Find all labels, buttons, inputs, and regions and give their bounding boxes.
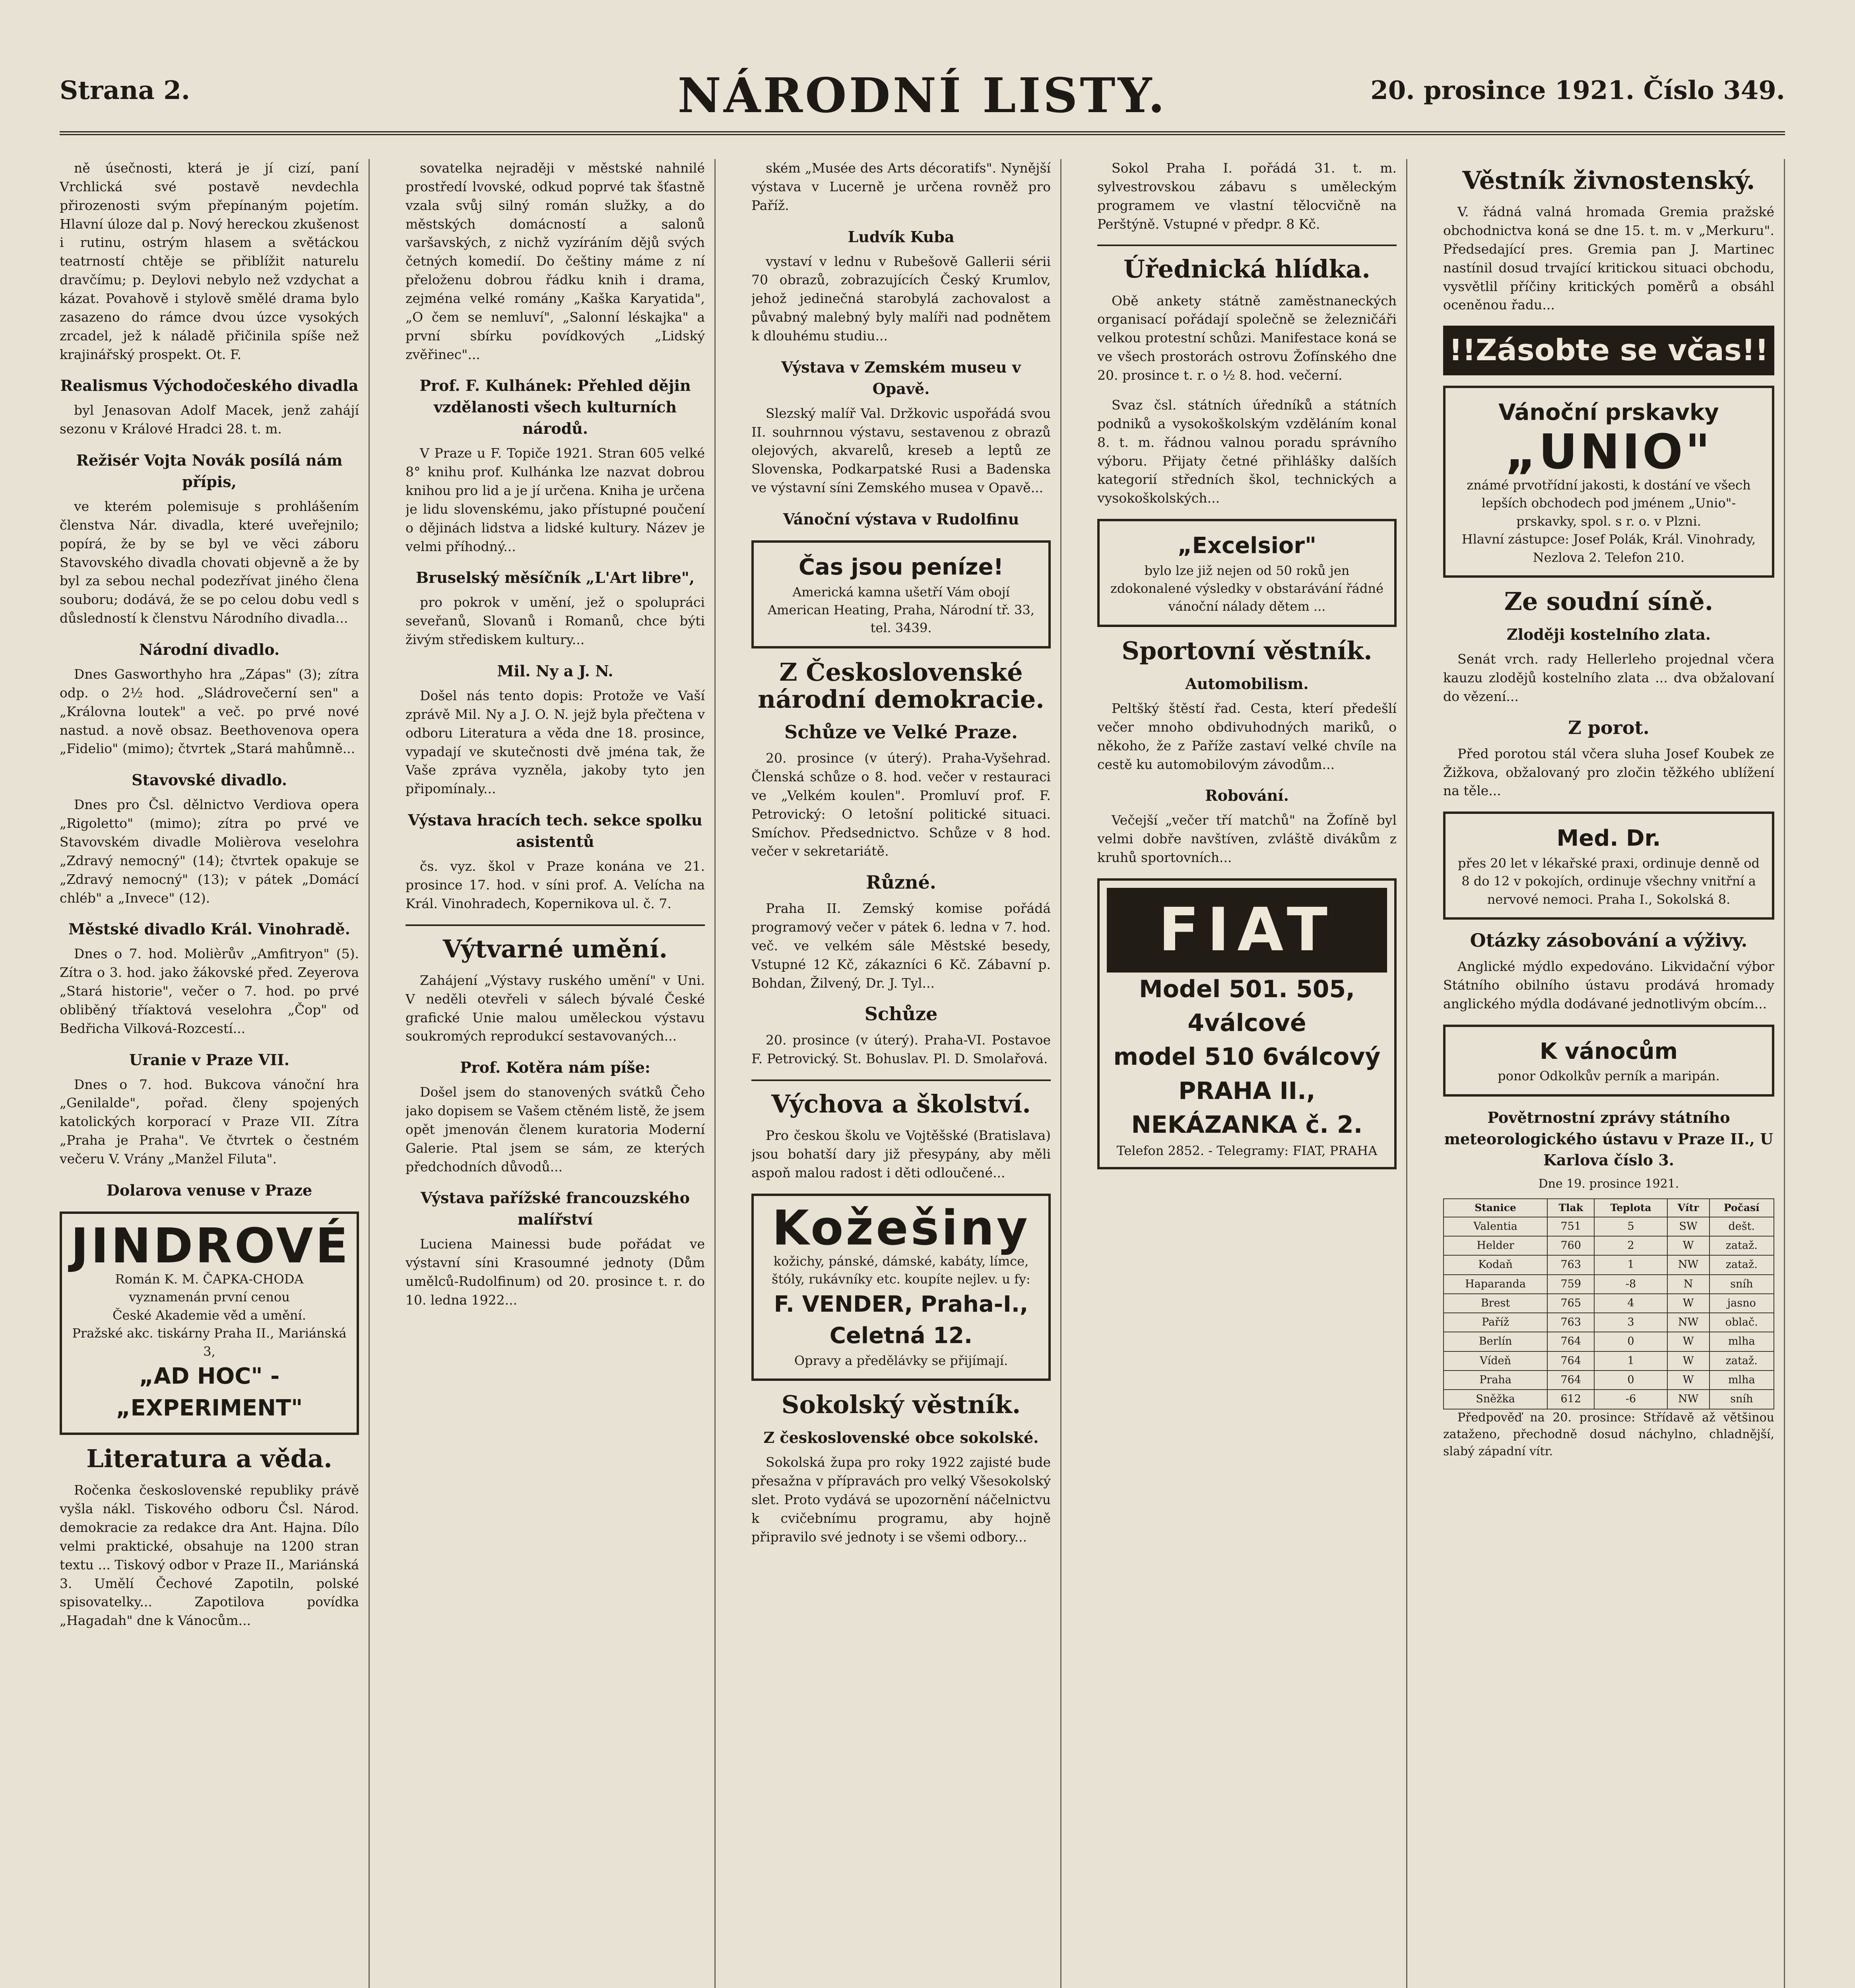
weather-cell: 765 xyxy=(1547,1294,1594,1313)
section-subtitle: Schůze xyxy=(864,1003,938,1025)
jindrove-advertisement xyxy=(60,1211,359,1435)
ad-line: F. VENDER, Praha-I., Celetná 12. xyxy=(774,1291,1028,1349)
article-text: vystaví v lednu v Rubešově Gallerii sérii 70 obrazů, zobrazujících Český Krumlov, jehož jedinečná starobylá zachovalost a půvabný malebný byly malíři nad podnětem k dlouhému studiu... xyxy=(751,253,1051,344)
ad-title: Čas jsou peníze! xyxy=(798,554,1004,580)
section-title: Ze soudní síně. xyxy=(1504,587,1713,616)
weather-cell: NW xyxy=(1667,1390,1709,1409)
weather-cell: W xyxy=(1667,1236,1709,1255)
table-row xyxy=(1444,1351,1774,1371)
ad-line: „AD HOC" - „EXPERIMENT" xyxy=(116,1363,303,1421)
newspaper-title: NÁRODNÍ LISTY. xyxy=(677,68,1167,124)
weather-cell: Vídeň xyxy=(1444,1351,1547,1371)
section-heading: Národní divadlo. xyxy=(139,641,280,659)
weather-cell: -6 xyxy=(1594,1390,1667,1409)
section-heading: Mil. Ny a J. N. xyxy=(497,662,613,680)
section-heading: Výstava pařížské francouzského malířství xyxy=(420,1189,690,1229)
article-text: ském „Musée des Arts décoratifs". Nynější výstava v Lucerně je určena rovněž pro Paříž. xyxy=(751,160,1051,213)
article-text: Peltšký štěstí řad. Cesta, kterí předešlí večer mnoho obdivuhodných mariků, o někoho, že z Paříže zastaví velké chvíle na cestě ku automobilovým závodům... xyxy=(1097,701,1397,772)
newspaper-header xyxy=(60,60,1785,135)
article-text: Zahájení „Výstavy ruského umění" v Uni. V neděli otevřeli v sálech bývalé České grafické Unie malou uměleckou výstavu soukromých reprodukcí sestavovaných... xyxy=(406,972,705,1044)
table-row xyxy=(1444,1390,1774,1409)
section-heading: Dolarova venuse v Praze xyxy=(106,1181,312,1199)
article-text: Praha II. Zemský komise pořádá programový večer v pátek 6. ledna v 7. hod. več. ve velkém sále Městské besedy, Vstupné 12 Kč, zákazníci 6 Kč. Zábavní p. Bohdan, Žilvený, Dr. J. Tyl... xyxy=(751,901,1051,991)
kozesiny-advertisement xyxy=(751,1194,1051,1381)
ad-line: PRAHA II., NEKÁZANKA č. 2. xyxy=(1131,1077,1363,1139)
article-text: Anglické mýdlo expedováno. Likvidační výbor Státního obilního ústavu prodává hromady anglického mýdla dodávané jednotlivým obcím... xyxy=(1443,959,1774,1011)
weather-cell: sníh xyxy=(1709,1275,1774,1294)
weather-column-header: Tlak xyxy=(1547,1199,1594,1217)
weather-cell: W xyxy=(1667,1332,1709,1351)
ad-line: známé prvotřídní jakosti, k dostání ve všech lepších obchodech pod jménem „Unio"-prskavky, spol. s r. o. v Plzni. xyxy=(1467,477,1751,529)
section-heading: Městské divadlo Král. Vinohradě. xyxy=(68,920,350,938)
article-text: V. řádná valná hromada Gremia pražské obchodnictva koná se dne 15. t. m. v „Merkuru". Předsedající pres. Gremia pan J. Martinec nastínil dosud trvající kritickou situaci obchodu, vysvětlil příčiny kritických poměrů a obsáhl oceněnou řadu... xyxy=(1443,204,1774,313)
table-row xyxy=(1444,1255,1774,1274)
weather-forecast: Předpověď na 20. prosince: Střídavě až většinou zataženo, přechodně dosud náchylno, chladnější, slabý západní vítr. xyxy=(1443,1410,1774,1458)
article-text: pro pokrok v umění, jež o spolupráci seveřanů, Slovanů i Romanů, chce býti živým střediskem kultury... xyxy=(406,594,705,648)
weather-cell: 763 xyxy=(1547,1313,1594,1332)
weather-cell: zataž. xyxy=(1709,1255,1774,1274)
weather-cell: Paříž xyxy=(1444,1313,1547,1332)
article-text: sovatelka nejraději v městské nahnilé prostředí lvovské, odkud poprvé tak šťastně vzala svůj silný román služky, a do městských domácností a salonů varšavských, z nichž vyzíráním dějů svých četných komedií. Do češtiny máme z ní přeloženu dobrou řádku knih i drama, zejména velké romány „Kaška Karyatida", „O čem se nemluví", „Salonní léskajka" a první sbírku povídkových „Lidský zvěřinec"... xyxy=(406,160,705,362)
article-text: Sokolská župa pro roky 1922 zajisté bude přesažna v přípravách pro velký Všesokolský slet. Proto vydává se upozornění náčelnictvu k cvičebnímu programu, aby hojně připravilo své jednoty i se všemi odbory... xyxy=(751,1454,1051,1545)
article-text: 20. prosince (v úterý). Praha-VI. Postavoe F. Petrovický. St. Bohuslav. Pl. D. Smolařová. xyxy=(751,1032,1051,1067)
article-text: Večejší „večer tří matchů" na Žofíně byl velmi dobře navštíven, zvláště divákům z kruhů sportovních... xyxy=(1097,812,1397,866)
weather-cell: mlha xyxy=(1709,1332,1774,1351)
section-heading: Prof. Kotěra nám píše: xyxy=(460,1058,650,1077)
article-text: Obě ankety státně zaměstnaneckých organisací pořádají společně se železničáři velkou protestní schůzi. Manifestace koná se ve všech prostorách ostrovu Žofínského dne 20. prosince t. r. o ½ 8. hod. večerní. xyxy=(1097,293,1397,383)
ad-line: Opravy a předělávky se přijímají. xyxy=(794,1353,1008,1368)
ad-title: K vánocům xyxy=(1540,1038,1678,1064)
weather-cell: 612 xyxy=(1547,1390,1594,1409)
article-text: Došel jsem do stanovených svátků Čeho jako dopisem se Vašem ctěném listě, že jsem opět jmenován členem kuratoria Moderní Galerie. Ptal jsem se sám, ze kterých předchodních důvodů... xyxy=(406,1084,705,1175)
article-text: Dnes pro Čsl. dělnictvo Verdiova opera „Rigoletto" (mimo); zítra po prvé ve Stavovském divadle Molièrova veselohra „Zdravý nemocný" (14); čtvrtek opakuje se „Zdravý nemocný" (13); v pátek „Domácí chléb" a „Invece" (12). xyxy=(60,797,359,906)
article-text: Luciena Mainessi bude pořádat ve výstavní síni Krasoumné jednoty (Dům umělců-Rudolfinum) od 20. prosince t. r. do 10. ledna 1922... xyxy=(406,1236,705,1308)
heating-advertisement xyxy=(751,540,1051,648)
weather-cell: Brest xyxy=(1444,1294,1547,1313)
weather-cell: 764 xyxy=(1547,1351,1594,1371)
section-heading: Výstava v Zemském museu v Opavě. xyxy=(781,358,1021,398)
column-4 xyxy=(1097,159,1407,1988)
weather-cell: NW xyxy=(1667,1313,1709,1332)
divider xyxy=(406,924,705,926)
weather-cell: W xyxy=(1667,1371,1709,1390)
section-subtitle: Automobilism. xyxy=(1185,675,1309,693)
weather-cell: -8 xyxy=(1594,1275,1667,1294)
article-text: ně úsečnosti, která je jí cizí, paní Vrchlická své postavě nevdechla přirozenosti svým přepínaným pojetím. Hlavní úloze dal p. Nový hereckou zkušenost i rutinu, ostrým hlasem a světáckou teatrností chtěje se přiblížit naturelu dravčímu; p. Deylovi nebylo než vzdychat a kázat. Povahově i stylově smělé drama bylo zasazeno do rámce dvou úzce vysokých zrcadel, jež k náladě přičinila spíše než krajinářský prospekt. Ot. F. xyxy=(60,160,359,362)
section-title: Z Československé národní demokracie. xyxy=(758,657,1044,714)
table-row xyxy=(1444,1313,1774,1332)
weather-cell: 2 xyxy=(1594,1236,1667,1255)
divider xyxy=(751,1079,1051,1081)
weather-cell: SW xyxy=(1667,1217,1709,1236)
weather-cell: Kodaň xyxy=(1444,1255,1547,1274)
section-title: Sportovní věstník. xyxy=(1122,636,1372,665)
section-heading: Stavovské divadlo. xyxy=(132,771,287,789)
unio-advertisement xyxy=(1443,386,1774,578)
ad-line: bylo lze již nejen od 50 roků jen zdokonalené výsledky v obstarávání řádné vánoční nálady dětem ... xyxy=(1110,563,1384,614)
divider xyxy=(1097,245,1397,246)
page-number: Strana 2. xyxy=(60,76,190,105)
column-5 xyxy=(1443,159,1785,1988)
weather-heading: Povětrnostní zprávy státního meteorologického ústavu v Praze II., U Karlova číslo 3. xyxy=(1444,1108,1774,1169)
weather-cell: Sněžka xyxy=(1444,1390,1547,1409)
article-text: 20. prosince (v úterý). Praha-Vyšehrad. Členská schůze o 8. hod. večer v restauraci ve „Velkém koulen". Promluví prof. F. Petrovický: O letošní politické situaci. Smíchov. Předsednictvo. Schůze v 8 hod. večer v sekretariátě. xyxy=(751,750,1051,859)
section-heading: Ludvík Kuba xyxy=(848,227,955,246)
column-2 xyxy=(406,159,716,1988)
article-text: Pro českou školu ve Vojtěšské (Bratislava) jsou bohatší dary již přesypány, aby měli aspoň malou radost i děti odloučené... xyxy=(751,1128,1051,1180)
weather-cell: N xyxy=(1667,1275,1709,1294)
weather-column-header: Stanice xyxy=(1444,1199,1547,1217)
section-heading: Výstava hracích tech. sekce spolku asistentů xyxy=(408,811,702,851)
unio-banner: !!Zásobte se včas!! xyxy=(1443,326,1774,375)
weather-cell: NW xyxy=(1667,1255,1709,1274)
section-subtitle: Robování. xyxy=(1205,786,1289,805)
article-text: Dnes o 7. hod. Bukcova vánoční hra „Genilalde", pořad. členy spojených katolických korporací v Praze VII. Zítra „Praha je Praha". Ve čtvrtek o čestném večeru V. Vrány „Manžel Filuta". xyxy=(60,1076,359,1167)
section-title: Výchova a školství. xyxy=(771,1089,1031,1119)
weather-cell: Haparanda xyxy=(1444,1275,1547,1294)
weather-cell: Berlín xyxy=(1444,1332,1547,1351)
section-title: Literatura a věda. xyxy=(86,1444,332,1474)
med-dr-advertisement xyxy=(1443,812,1774,920)
weather-cell: jasno xyxy=(1709,1294,1774,1313)
article-text: Dnes o 7. hod. Molièrův „Amfitryon" (5). Zítra o 3. hod. jako žákovské před. Zeyerova „Stará historie", večer o 7. hod. po prvé obliběný tříaktová veselohra „Čop" od Bedřicha Vilková-Rozcestí... xyxy=(60,946,359,1036)
ad-line: Telefon 2852. - Telegramy: FIAT, PRAHA xyxy=(1116,1143,1378,1158)
section-heading: Bruselský měsíčník „L'Art libre", xyxy=(416,569,695,587)
weather-cell: 764 xyxy=(1547,1371,1594,1390)
section-heading: Vánoční výstava v Rudolfinu xyxy=(783,510,1019,528)
weather-cell: 763 xyxy=(1547,1255,1594,1274)
weather-column-header: Teplota xyxy=(1594,1199,1667,1217)
weather-column-header: Vítr xyxy=(1667,1199,1709,1217)
weather-cell: oblač. xyxy=(1709,1313,1774,1332)
ad-title: „Excelsior" xyxy=(1177,533,1317,559)
article-text: V Praze u F. Topiče 1921. Stran 605 velké 8° knihu prof. Kulhánka lze nazvat dobrou knihou pro lid a je jí určena. Kniha je určena je lidu slovenskému, jako přístupné poučení o dějinách lidstva a lidské kultury. Název je velmi příhodný... xyxy=(406,445,705,554)
section-subtitle: Z československé obce sokolské. xyxy=(763,1429,1039,1447)
weather-cell: 1 xyxy=(1594,1255,1667,1274)
article-text: Sokol Praha I. pořádá 31. t. m. sylvestrovskou zábavu s uměleckým programem ve vlastní tělocvičně na Perštýně. Vstupné v předpr. 8 Kč. xyxy=(1097,160,1397,232)
weather-cell: W xyxy=(1667,1351,1709,1371)
column-3 xyxy=(751,159,1061,1988)
weather-cell: 760 xyxy=(1547,1236,1594,1255)
weather-cell: zataž. xyxy=(1709,1236,1774,1255)
weather-table xyxy=(1443,1198,1774,1409)
fiat-advertisement xyxy=(1097,878,1397,1169)
table-row xyxy=(1444,1332,1774,1351)
ad-title: JINDROVÉ xyxy=(71,1218,351,1274)
weather-cell: Valentia xyxy=(1444,1217,1547,1236)
ad-title: Med. Dr. xyxy=(1556,825,1661,852)
ad-line: České Akademie věd a umění. xyxy=(113,1307,306,1323)
article-text: Slezský malíř Val. Držkovic uspořádá svou II. souhrnnou výstavu, sestavenou z obrazů olejových, akvarelů, kreseb a leptů ze Slovenska, Podkarpatské Rusi a Badenska ve výstavní síni Zemského musea v Opavě... xyxy=(751,405,1051,496)
weather-cell: 5 xyxy=(1594,1217,1667,1236)
section-title: Otázky zásobování a výživy. xyxy=(1470,930,1748,951)
ad-line: vyznamenán první cenou xyxy=(129,1289,290,1305)
weather-cell: 0 xyxy=(1594,1332,1667,1351)
weather-cell: dešt. xyxy=(1709,1217,1774,1236)
weather-cell: 764 xyxy=(1547,1332,1594,1351)
section-subtitle: Schůze ve Velké Praze. xyxy=(784,721,1018,743)
section-heading: Uranie v Praze VII. xyxy=(129,1050,290,1069)
ad-line: kožichy, pánské, dámské, kabáty, límce, štóly, rukávníky etc. koupíte nejlev. u fy: xyxy=(772,1253,1030,1287)
section-heading: Režisér Vojta Novák posílá nám přípis, xyxy=(76,451,343,491)
section-title: Sokolský věstník. xyxy=(781,1390,1021,1419)
ad-title: Kožešiny xyxy=(772,1200,1030,1256)
ad-line: Pražské akc. tiskárny Praha II., Mariánská 3, xyxy=(72,1326,347,1359)
article-text: Před porotou stál včera sluha Josef Koubek ze Žižkova, obžalovaný pro zločin těžkého ublížení na těle... xyxy=(1443,746,1774,799)
ad-line: American Heating, Praha, Národní tř. 33, tel. 3439. xyxy=(767,602,1035,636)
ad-line: model 510 6válcový xyxy=(1113,1043,1381,1071)
article-text: čs. vyz. škol v Praze konána ve 21. prosince 17. hod. v síni prof. A. Velícha na Král. Vinohradech, Kopernikova ul. č. 7. xyxy=(406,858,705,911)
article-text: Senát vrch. rady Hellerleho projednal včera kauzu zlodějů kostelního zlata ... dva obžalovaní do vězení... xyxy=(1443,651,1774,704)
ad-brand: „UNIO" xyxy=(1505,424,1713,480)
section-subtitle: Z porot. xyxy=(1568,716,1649,738)
article-text: Svaz čsl. státních úředníků a státních podniků a vysokoškolským vzděláním konal 8. t. m. řádnou valnou poradu správního výboru. Přijaty četné přihlášky dalších kategorií středních škol, technických a vysokoškolských... xyxy=(1097,397,1397,506)
ad-line: Román K. M. ČAPKA-CHODA xyxy=(115,1271,304,1287)
weather-column-header: Počasí xyxy=(1709,1199,1774,1217)
ad-line: ponor Odkolkův perník a maripán. xyxy=(1498,1068,1720,1084)
weather-cell: W xyxy=(1667,1294,1709,1313)
ad-line: přes 20 let v lékařské praxi, ordinuje denně od 8 do 12 v pokojích, ordinuje všechny vnitřní a nervové nemoci. Praha I., Sokolská 8. xyxy=(1457,855,1760,907)
table-row xyxy=(1444,1371,1774,1390)
weather-date: Dne 19. prosince 1921. xyxy=(1538,1177,1679,1191)
section-subtitle: Různé. xyxy=(866,872,936,893)
ad-line: Americká kamna ušetří Vám obojí xyxy=(792,584,1010,600)
weather-cell: 4 xyxy=(1594,1294,1667,1313)
article-text: Dnes Gasworthyho hra „Zápas" (3); zítra odp. o 2½ hod. „Sládrovečerní sen" a „Královna loutek" a več. po prvé nové nastud. a nově obsaz. Beethovenova opera „Fidelio" (mimo); čtvrtek „Stará mahůmně... xyxy=(60,666,359,757)
section-heading: Prof. F. Kulhánek: Přehled dějin vzdělanosti všech kulturních národů. xyxy=(419,377,691,438)
kvanoum-advertisement xyxy=(1443,1025,1774,1097)
ad-title: Vánoční prskavky xyxy=(1498,400,1719,426)
weather-cell: 3 xyxy=(1594,1313,1667,1332)
column-1 xyxy=(60,159,370,1988)
ad-line: Model 501. 505, 4válcové xyxy=(1139,975,1355,1037)
table-row xyxy=(1444,1217,1774,1236)
section-title: Úřednická hlídka. xyxy=(1123,254,1370,284)
weather-cell: 1 xyxy=(1594,1351,1667,1371)
weather-cell: 751 xyxy=(1547,1217,1594,1236)
excelsior-advertisement xyxy=(1097,519,1397,627)
table-row xyxy=(1444,1236,1774,1255)
weather-cell: Helder xyxy=(1444,1236,1547,1255)
weather-cell: 759 xyxy=(1547,1275,1594,1294)
fiat-logo: FIAT xyxy=(1107,888,1387,973)
table-row xyxy=(1444,1294,1774,1313)
section-heading: Realismus Východočeského divadla xyxy=(60,377,359,395)
table-row xyxy=(1444,1275,1774,1294)
section-subtitle: Zloději kostelního zlata. xyxy=(1506,625,1711,644)
article-text: Došel nás tento dopis: Protože ve Vaší zprávě Mil. Ny a J. O. N. jejž byla přečtena v odboru Literatura a věda dne 18. prosince, vypadají ve skutečnosti dvě jména tak, že Vaše zpráva vyzněla, jakoby tyto jen připomínaly... xyxy=(406,687,705,797)
weather-cell: 0 xyxy=(1594,1371,1667,1390)
article-text: Ročenka československé republiky právě vyšla nákl. Tiskového odboru Čsl. Národ. demokracie za redakce dra Ant. Hajna. Dílo velmi praktické, obsahuje na 1200 stran textu ... Tiskový odbor v Praze II., Mariánská 3. Umělí Čechové Zapotiln, polské spisovatelky... Zapotilova povídka „Hagadah" dne k Vánocům... xyxy=(60,1482,359,1629)
section-title: Věstník živnostenský. xyxy=(1462,166,1755,195)
weather-cell: mlha xyxy=(1709,1371,1774,1390)
article-text: byl Jenasovan Adolf Macek, jenž zahájí sezonu v Králové Hradci 28. t. m. xyxy=(60,402,359,437)
issue-date: 20. prosince 1921. Číslo 349. xyxy=(1370,76,1785,105)
ad-line: Hlavní zástupce: Josef Polák, Král. Vinohrady, Nezlova 2. Telefon 210. xyxy=(1461,532,1756,565)
weather-cell: zataž. xyxy=(1709,1351,1774,1371)
article-text: ve kterém polemisuje s prohlášením členstva Nár. divadla, které uveřejnilo; popírá, že by se byl ve věci záboru Stavovského divadla chovati objevně a že by byl za sebou nechal podezřívat jiného člena souboru; dodává, že se po celou dobu vedl s důsledností k členstvu Národního divadla... xyxy=(60,499,359,626)
weather-cell: sníh xyxy=(1709,1390,1774,1409)
section-title: Výtvarné umění. xyxy=(442,934,668,963)
weather-cell: Praha xyxy=(1444,1371,1547,1390)
